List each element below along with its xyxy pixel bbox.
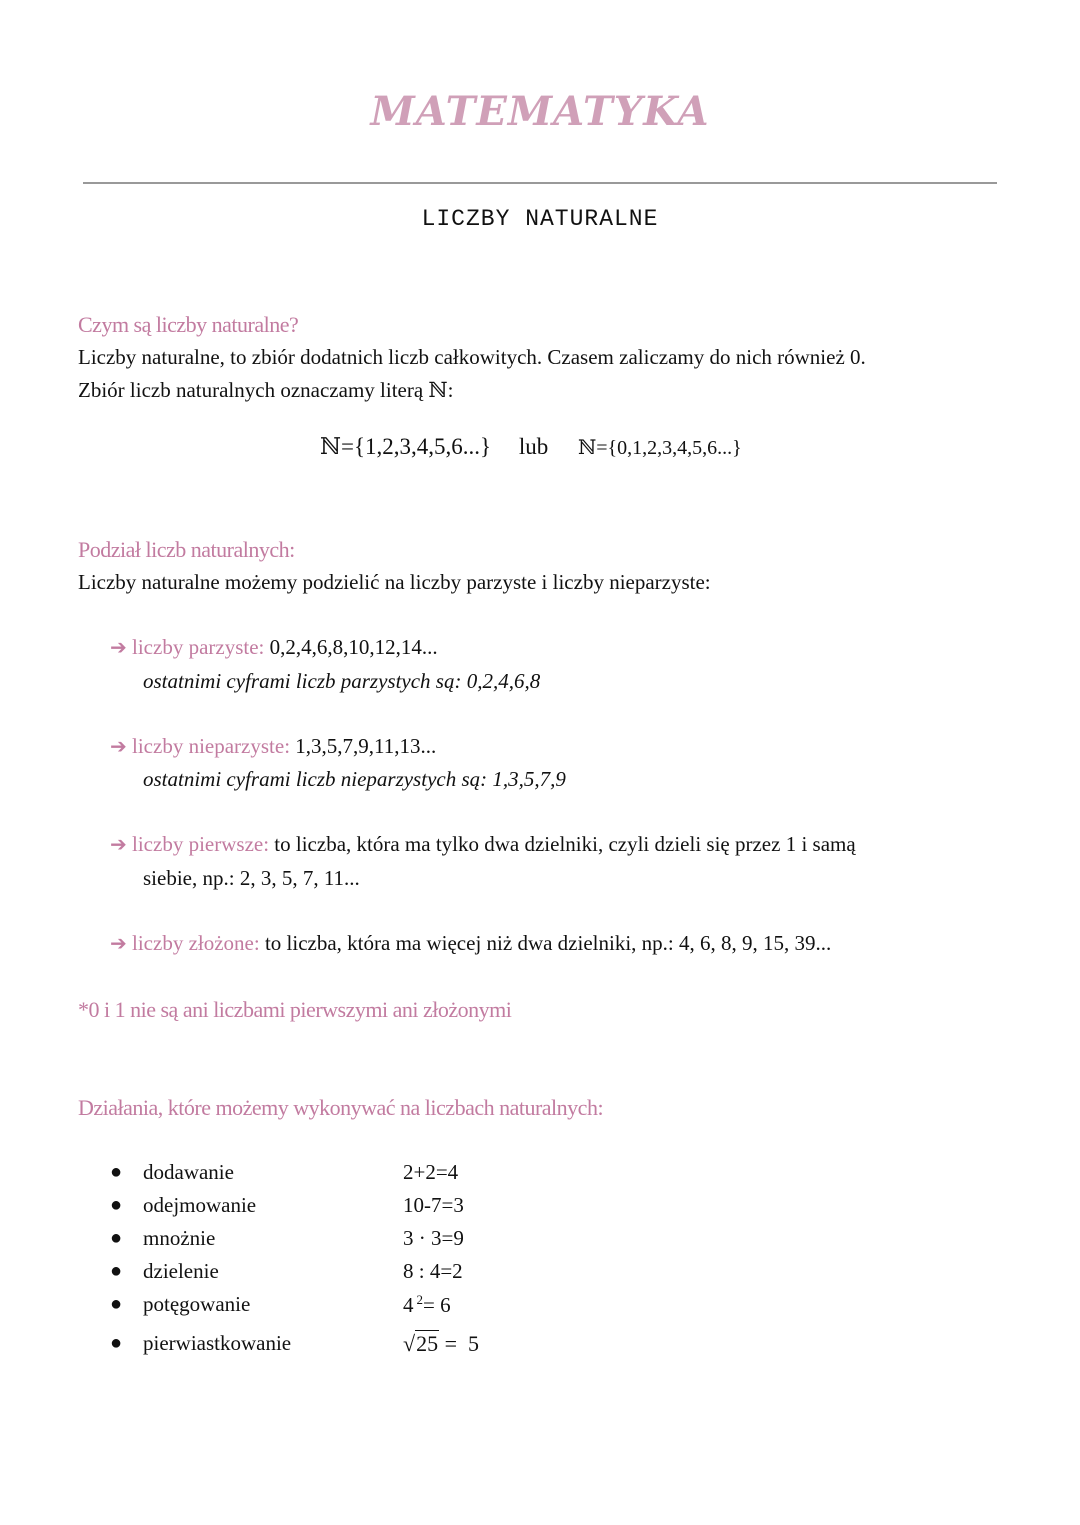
paragraph: Liczby naturalne możemy podzielić na liczby parzyste i liczby nieparzyste: [78,570,711,594]
formula-or: lub [518,434,549,459]
item-label: liczby nieparzyste: [132,734,291,758]
operation-example: 3 · 3=9 [403,1226,464,1250]
section-heading-division: Podział liczb naturalnych: [78,537,295,562]
list-item [110,734,436,759]
right-arrow-icon: ➔ [110,832,127,856]
operation-example: 10-7=3 [403,1193,464,1217]
operation-name: pierwiastkowanie [143,1331,292,1355]
list-item [110,635,438,660]
item-text: 1,3,5,7,9,11,13... [290,734,437,758]
page-subtitle: LICZBY NATURALNE [421,206,659,232]
right-arrow-icon: ➔ [110,931,127,955]
footnote: *0 i 1 nie są ani liczbami pierwszymi ani złożonymi [78,997,512,1022]
operation-example [403,1331,479,1357]
bullet-icon: ● [110,1161,123,1183]
operation-name: dzielenie [143,1259,219,1283]
item-label: liczby parzyste: [132,635,265,659]
section-heading-definition: Czym są liczby naturalne? [78,312,299,337]
bullet-icon: ● [110,1194,123,1216]
result: = 6 [423,1293,451,1317]
sqrt-icon: √ [403,1331,416,1356]
item-label: liczby złożone: [132,931,260,955]
item-note: ostatnimi cyframi liczb nieparzystych są: 1,3,5,7,9 [143,767,566,791]
item-label: liczby pierwsze: [132,832,270,856]
radicand: 25 [416,1331,439,1356]
item-text: to liczba, która ma tylko dwa dzielniki, czyli dzieli się przez 1 i samą [269,832,856,856]
result: = 5 [439,1331,479,1356]
page-title: MATEMATYKA [370,88,710,135]
formula-b: ℕ={0,1,2,3,4,5,6...} [577,437,742,459]
item-text: to liczba, która ma więcej niż dwa dzielniki, np.: 4, 6, 8, 9, 15, 39... [259,931,832,955]
item-text: 0,2,4,6,8,10,12,14... [264,635,438,659]
formula-a: ℕ={1,2,3,4,5,6...} [320,434,492,459]
bullet-icon: ● [110,1293,123,1315]
base: 4 [403,1293,414,1317]
right-arrow-icon: ➔ [110,635,127,659]
list-item [110,931,831,956]
list-item [110,832,856,857]
operation-name: odejmowanie [143,1193,257,1217]
operation-example: 2+2=4 [403,1160,459,1184]
exponent: 2 [416,1292,423,1307]
formula [320,434,742,460]
operation-name: mnożnie [143,1226,216,1250]
bullet-icon: ● [110,1260,123,1282]
operation-name: potęgowanie [143,1292,251,1316]
paragraph: Zbiór liczb naturalnych oznaczamy literą ℕ: [78,378,454,402]
divider [83,182,997,184]
operation-example: 8 : 4=2 [403,1259,463,1283]
operation-name: dodawanie [143,1160,234,1184]
section-heading-operations: Działania, które możemy wykonywać na liczbach naturalnych: [78,1095,604,1120]
bullet-icon: ● [110,1227,123,1249]
bullet-icon: ● [110,1332,123,1354]
item-note: ostatnimi cyframi liczb parzystych są: 0,2,4,6,8 [143,669,541,693]
paragraph: Liczby naturalne, to zbiór dodatnich liczb całkowitych. Czasem zaliczamy do nich również 0. [78,345,866,369]
item-note: siebie, np.: 2, 3, 5, 7, 11... [143,866,360,890]
operation-example [403,1292,451,1318]
right-arrow-icon: ➔ [110,734,127,758]
